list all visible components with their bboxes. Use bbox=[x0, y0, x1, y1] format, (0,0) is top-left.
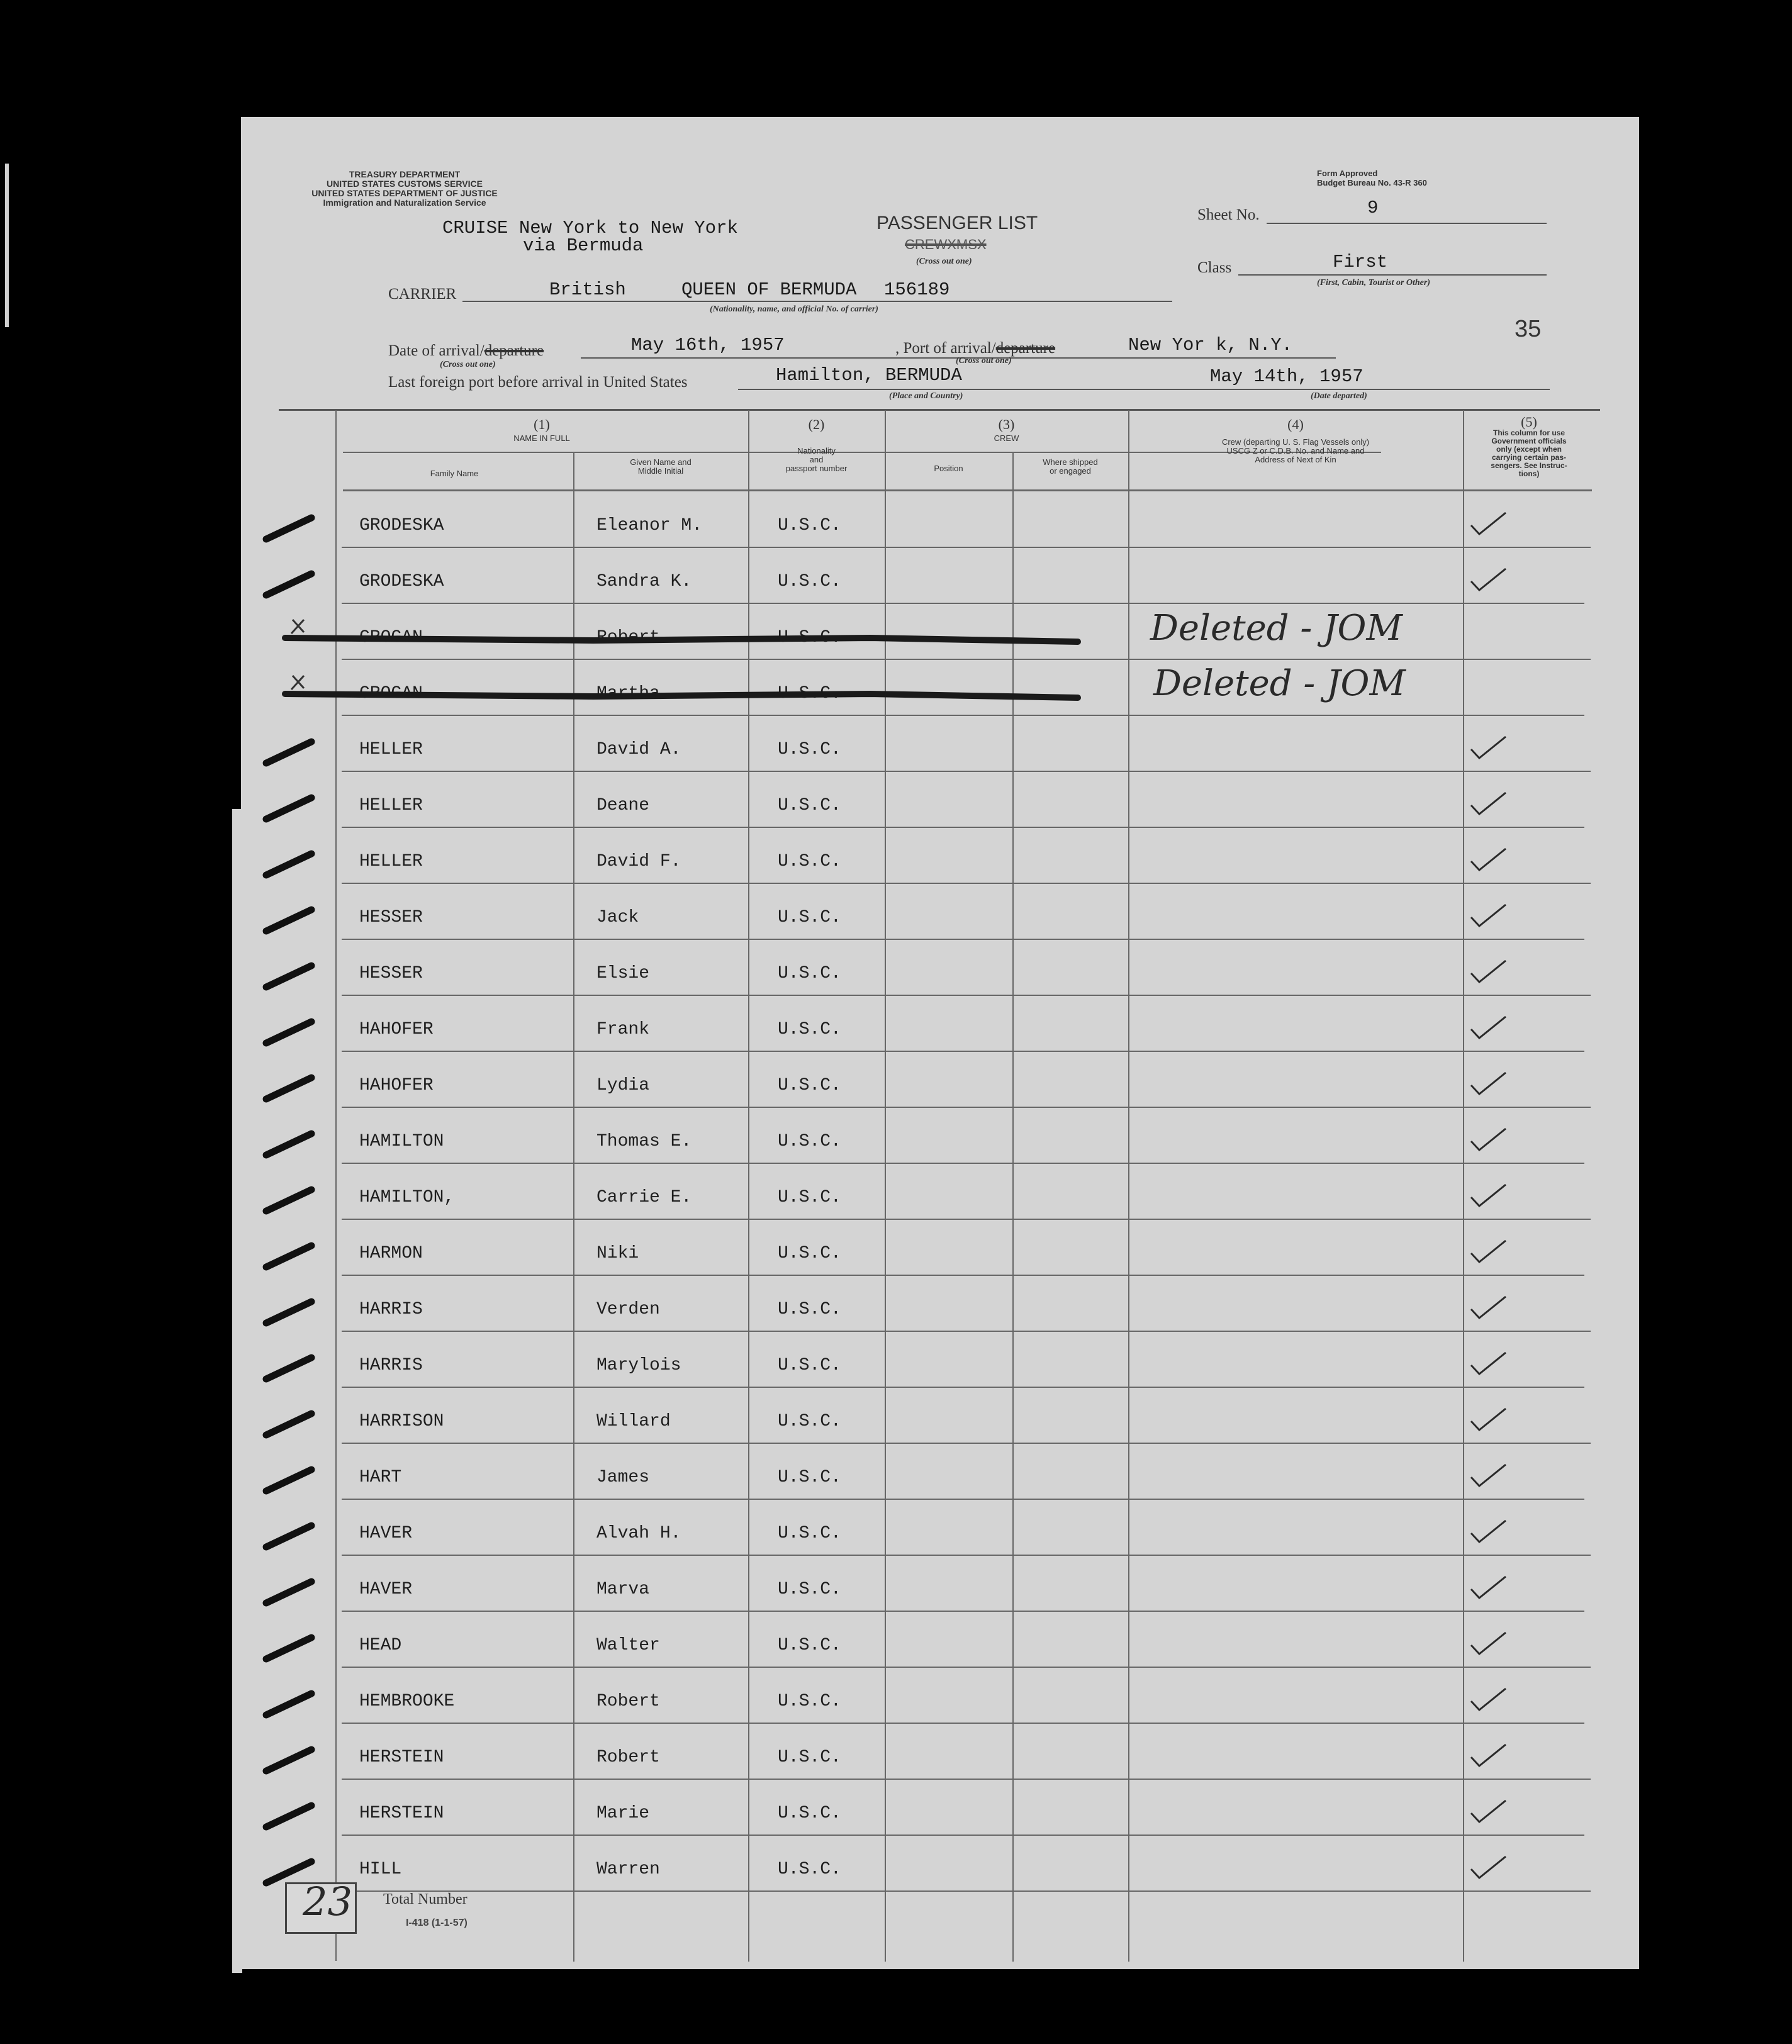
check-mark bbox=[1471, 1241, 1506, 1262]
col-nationality-line: Nationality bbox=[797, 446, 836, 455]
check-mark bbox=[1471, 569, 1506, 590]
nationality: U.S.C. bbox=[778, 1804, 841, 1823]
nationality: U.S.C. bbox=[778, 628, 841, 647]
sheet-number: 9 bbox=[1367, 198, 1379, 218]
check-mark bbox=[1471, 1521, 1506, 1542]
page-number: 35 bbox=[1515, 316, 1542, 342]
budget-bureau-number: Budget Bureau No. 43-R 360 bbox=[1317, 178, 1427, 187]
total-label: Total Number bbox=[383, 1891, 468, 1907]
nationality: U.S.C. bbox=[778, 1860, 841, 1879]
check-mark bbox=[1471, 1185, 1506, 1206]
given-name: Robert bbox=[596, 628, 660, 647]
col-nationality-line: passport number bbox=[785, 464, 848, 473]
given-name: Martha bbox=[596, 684, 660, 703]
deleted-strikethrough bbox=[285, 694, 1078, 698]
family-name: HELLER bbox=[359, 852, 423, 871]
col-family-name: Family Name bbox=[430, 469, 479, 478]
nationality: U.S.C. bbox=[778, 684, 841, 703]
carrier-caption: (Nationality, name, and official No. of carrier) bbox=[710, 304, 878, 314]
handwritten-marks bbox=[241, 117, 1639, 1969]
family-name: HAVER bbox=[359, 1580, 413, 1599]
margin-tick-mark bbox=[266, 1190, 311, 1211]
total-handwritten: 23 bbox=[303, 1879, 352, 1924]
col-position: Position bbox=[934, 464, 963, 473]
last-port-label: Last foreign port before arrival in United States bbox=[388, 374, 688, 391]
carrier-label: CARRIER bbox=[388, 286, 457, 303]
family-name: HESSER bbox=[359, 964, 423, 983]
date-departed-caption: (Date departed) bbox=[1311, 391, 1367, 401]
check-mark bbox=[1471, 849, 1506, 870]
family-name: HEMBROOKE bbox=[359, 1692, 455, 1711]
col4-header-line: Crew (departing U. S. Flag Vessels only) bbox=[1221, 437, 1370, 447]
nationality: U.S.C. bbox=[778, 1244, 841, 1263]
given-name: David A. bbox=[596, 740, 681, 759]
check-mark bbox=[1471, 1353, 1506, 1374]
deleted-remark: Deleted - JOM bbox=[1153, 663, 1406, 704]
margin-tick-mark bbox=[266, 1078, 311, 1099]
col1-title: NAME IN FULL bbox=[513, 433, 570, 443]
nationality: U.S.C. bbox=[778, 1076, 841, 1095]
last-port-caption: (Place and Country) bbox=[889, 391, 963, 401]
given-name: Marylois bbox=[596, 1356, 681, 1375]
margin-tick-mark bbox=[266, 910, 311, 931]
family-name: GROGAN bbox=[359, 628, 423, 647]
family-name: HARRIS bbox=[359, 1356, 423, 1375]
nationality: U.S.C. bbox=[778, 1132, 841, 1151]
check-mark bbox=[1471, 1129, 1506, 1150]
last-port-value: Hamilton, BERMUDA bbox=[776, 365, 962, 386]
deleted-x-mark bbox=[291, 676, 304, 690]
family-name: HAVER bbox=[359, 1524, 413, 1543]
check-mark bbox=[1471, 737, 1506, 758]
col-nationality-line: and bbox=[809, 455, 824, 464]
col3-title: CREW bbox=[994, 433, 1019, 443]
family-name: GROGAN bbox=[359, 684, 423, 703]
given-name: Willard bbox=[596, 1412, 671, 1431]
col5-header-line: sengers. See Instruc- bbox=[1491, 461, 1567, 470]
given-name: Alvah H. bbox=[596, 1524, 681, 1543]
arrival-caption: (Cross out one) bbox=[440, 360, 496, 369]
check-mark bbox=[1471, 961, 1506, 982]
sheet-label: Sheet No. bbox=[1197, 206, 1260, 223]
nationality: U.S.C. bbox=[778, 908, 841, 927]
given-name: Thomas E. bbox=[596, 1132, 692, 1151]
deleted-strikethrough bbox=[285, 638, 1078, 642]
nationality: U.S.C. bbox=[778, 964, 841, 983]
deleted-x-mark bbox=[291, 620, 304, 634]
given-name: Lydia bbox=[596, 1076, 650, 1095]
nationality: U.S.C. bbox=[778, 1412, 841, 1431]
nationality: U.S.C. bbox=[778, 1188, 841, 1207]
port-label-text: , Port of arrival/ bbox=[895, 340, 996, 357]
carrier-name: QUEEN OF BERMUDA bbox=[681, 279, 857, 300]
given-name: Carrie E. bbox=[596, 1188, 692, 1207]
carrier-nationality: British bbox=[549, 279, 626, 300]
family-name: HART bbox=[359, 1468, 402, 1487]
arrival-label-text: Date of arrival/ bbox=[388, 342, 484, 359]
nationality: U.S.C. bbox=[778, 1580, 841, 1599]
margin-tick-mark bbox=[266, 1470, 311, 1491]
nationality: U.S.C. bbox=[778, 1524, 841, 1543]
cruise-line-2: via Bermuda bbox=[523, 235, 644, 256]
form-number: I-418 (1-1-57) bbox=[406, 1918, 468, 1928]
check-mark bbox=[1471, 1073, 1506, 1094]
check-mark bbox=[1471, 1857, 1506, 1878]
given-name: Verden bbox=[596, 1300, 660, 1319]
col-where-shipped-line: Where shipped bbox=[1043, 457, 1098, 467]
scan-edge-mark bbox=[5, 164, 9, 327]
family-name: HERSTEIN bbox=[359, 1804, 444, 1823]
cruise-line-1: CRUISE New York to New York bbox=[442, 218, 738, 238]
col4-number: (4) bbox=[1287, 416, 1304, 432]
given-name: Deane bbox=[596, 796, 650, 815]
family-name: HARRIS bbox=[359, 1300, 423, 1319]
check-mark bbox=[1471, 793, 1506, 814]
given-name: Eleanor M. bbox=[596, 516, 703, 535]
family-name: HESSER bbox=[359, 908, 423, 927]
col-where-shipped-line: or engaged bbox=[1050, 466, 1091, 476]
margin-tick-mark bbox=[266, 1414, 311, 1435]
col5-header-line: Government officials bbox=[1491, 437, 1567, 445]
family-name: HAHOFER bbox=[359, 1020, 434, 1039]
nationality: U.S.C. bbox=[778, 1748, 841, 1767]
nationality: U.S.C. bbox=[778, 740, 841, 759]
given-name: Walter bbox=[596, 1636, 660, 1655]
given-name: Frank bbox=[596, 1020, 650, 1039]
department-line: TREASURY DEPARTMENT bbox=[349, 169, 461, 179]
given-name: Elsie bbox=[596, 964, 650, 983]
family-name: GRODESKA bbox=[359, 516, 444, 535]
arrival-struck: departure bbox=[484, 342, 544, 359]
given-name: Robert bbox=[596, 1748, 660, 1767]
margin-tick-mark bbox=[266, 798, 311, 819]
given-name: James bbox=[596, 1468, 650, 1487]
nationality: U.S.C. bbox=[778, 1300, 841, 1319]
given-name: Niki bbox=[596, 1244, 639, 1263]
margin-tick-mark bbox=[266, 1526, 311, 1547]
given-name: Jack bbox=[596, 908, 639, 927]
nationality: U.S.C. bbox=[778, 852, 841, 871]
given-name: Marie bbox=[596, 1804, 650, 1823]
col2-number: (2) bbox=[808, 416, 825, 432]
class-value: First bbox=[1333, 252, 1388, 272]
class-label: Class bbox=[1197, 259, 1232, 276]
given-name: David F. bbox=[596, 852, 681, 871]
department-line: Immigration and Naturalization Service bbox=[323, 198, 486, 208]
check-mark bbox=[1471, 1801, 1506, 1822]
margin-tick-mark bbox=[266, 1694, 311, 1715]
family-name: HELLER bbox=[359, 796, 423, 815]
carrier-number: 156189 bbox=[884, 279, 950, 300]
margin-tick-mark bbox=[266, 1302, 311, 1323]
deleted-remark: Deleted - JOM bbox=[1150, 608, 1403, 649]
given-name: Sandra K. bbox=[596, 572, 692, 591]
department-line: UNITED STATES DEPARTMENT OF JUSTICE bbox=[311, 188, 498, 198]
nationality: U.S.C. bbox=[778, 1636, 841, 1655]
col3-number: (3) bbox=[998, 416, 1015, 432]
port-value: New Yor k, N.Y. bbox=[1128, 335, 1293, 355]
family-name: HAMILTON bbox=[359, 1132, 444, 1151]
check-mark bbox=[1471, 1689, 1506, 1710]
check-mark bbox=[1471, 1577, 1506, 1598]
nationality: U.S.C. bbox=[778, 796, 841, 815]
col-given-name-line: Middle Initial bbox=[637, 466, 684, 476]
col5-number: (5) bbox=[1521, 414, 1537, 430]
given-name: Robert bbox=[596, 1692, 660, 1711]
col4-header-line: Address of Next of Kin bbox=[1255, 455, 1336, 464]
check-mark bbox=[1471, 1017, 1506, 1038]
check-mark bbox=[1471, 905, 1506, 926]
given-name: Warren bbox=[596, 1860, 660, 1879]
family-name: GRODESKA bbox=[359, 572, 444, 591]
passenger-list-page bbox=[241, 117, 1639, 1969]
margin-tick-mark bbox=[266, 1582, 311, 1603]
family-name: HEAD bbox=[359, 1636, 402, 1655]
nationality: U.S.C. bbox=[778, 516, 841, 535]
margin-tick-mark bbox=[266, 1246, 311, 1267]
family-name: HAHOFER bbox=[359, 1076, 434, 1095]
col1-number: (1) bbox=[534, 416, 550, 432]
nationality: U.S.C. bbox=[778, 1468, 841, 1487]
col-given-name-line: Given Name and bbox=[630, 457, 692, 467]
margin-tick-mark bbox=[266, 1134, 311, 1155]
family-name: HILL bbox=[359, 1860, 402, 1879]
margin-tick-mark bbox=[266, 1638, 311, 1659]
margin-tick-mark bbox=[266, 1358, 311, 1379]
arrival-date: May 16th, 1957 bbox=[631, 335, 785, 355]
margin-tick-mark bbox=[266, 854, 311, 875]
margin-tick-mark bbox=[266, 574, 311, 595]
family-name: HARRISON bbox=[359, 1412, 444, 1431]
family-name: HELLER bbox=[359, 740, 423, 759]
port-struck: departure bbox=[995, 340, 1056, 357]
check-mark bbox=[1471, 1745, 1506, 1766]
family-name: HARMON bbox=[359, 1244, 423, 1263]
date-departed: May 14th, 1957 bbox=[1210, 366, 1364, 387]
family-name: HERSTEIN bbox=[359, 1748, 444, 1767]
col5-header-line: only (except when bbox=[1496, 445, 1562, 454]
col5-header-line: tions) bbox=[1518, 469, 1540, 478]
margin-tick-mark bbox=[266, 742, 311, 763]
margin-tick-mark bbox=[266, 1022, 311, 1043]
check-mark bbox=[1471, 1297, 1506, 1318]
form-title: PASSENGER LIST bbox=[876, 213, 1038, 233]
given-name: Marva bbox=[596, 1580, 650, 1599]
class-caption: (First, Cabin, Tourist or Other) bbox=[1317, 278, 1430, 288]
margin-tick-mark bbox=[266, 966, 311, 987]
check-mark bbox=[1471, 513, 1506, 534]
col5-header-line: This column for use bbox=[1492, 428, 1565, 437]
nationality: U.S.C. bbox=[778, 1692, 841, 1711]
nationality: U.S.C. bbox=[778, 1356, 841, 1375]
col5-header-line: carrying certain pas- bbox=[1491, 453, 1567, 462]
margin-tick-mark bbox=[266, 1806, 311, 1827]
check-mark bbox=[1471, 1633, 1506, 1654]
nationality: U.S.C. bbox=[778, 572, 841, 591]
form-approved-label: Form Approved bbox=[1317, 169, 1378, 178]
check-mark bbox=[1471, 1465, 1506, 1486]
cross-out-caption: (Cross out one) bbox=[916, 257, 972, 266]
margin-tick-mark bbox=[266, 1750, 311, 1771]
margin-tick-mark bbox=[266, 518, 311, 539]
nationality: U.S.C. bbox=[778, 1020, 841, 1039]
department-line: UNITED STATES CUSTOMS SERVICE bbox=[327, 179, 483, 189]
col4-header-line: USCG Z or C.D.B. No. and Name and bbox=[1226, 446, 1365, 455]
check-mark bbox=[1471, 1409, 1506, 1430]
crew-struck: CREWXMSX bbox=[905, 237, 987, 252]
family-name: HAMILTON, bbox=[359, 1188, 455, 1207]
port-caption: (Cross out one) bbox=[956, 356, 1012, 366]
